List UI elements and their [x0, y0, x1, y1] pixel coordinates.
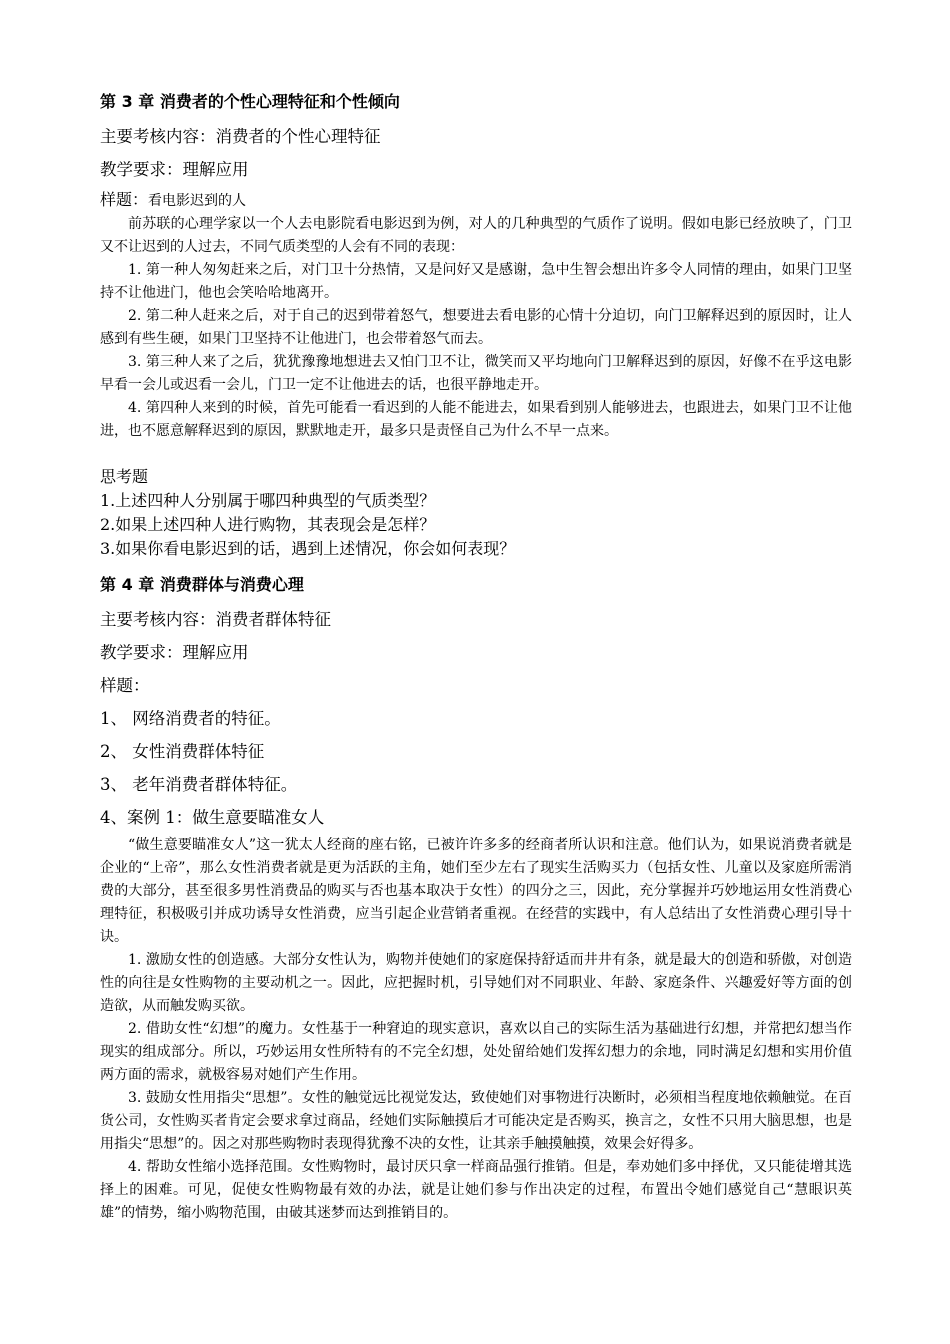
chapter-4-exam-content: 主要考核内容：消费者群体特征: [100, 610, 331, 629]
chapter-4-sample-label: 样题：: [100, 676, 150, 695]
think-question-3: 3.如果你看电影迟到的话，遇到上述情况，你会如何表现？: [100, 539, 516, 558]
chapter-4-list-item-2: 2、 女性消费群体特征: [100, 742, 265, 761]
chapter-4-list-item-3: 3、 老年消费者群体特征。: [100, 775, 298, 794]
chapter-3-item-2: 2. 第二种人赶来之后，对于自己的迟到带着怒气，想要进去看电影的心情十分迫切，向门卫解释迟到的原因时，让人感到有些生硬，如果门卫坚持不让他进门，也会带着怒气而去。: [100, 308, 852, 347]
chapter-3-item-3: 3. 第三种人来了之后，犹犹豫豫地想进去又怕门卫不让，微笑而又平均地向门卫解释迟到的原因，好像不在乎这电影早看一会儿或迟看一会儿，门卫一定不让他进去的话，也很平静地走开。: [100, 354, 852, 393]
chapter-4-case-item-3: 3. 鼓励女性用指尖“思想”。女性的触觉远比视觉发达，致使她们对事物进行决断时，必须相当程度地依赖触觉。在百货公司，女性购买者肯定会要求拿过商品，经她们实际触摸后才可能决定是否购买，换言之，女性不只用大脑思想，也是用指尖“思想”的。因之对那些购物时表现得犹豫不决的女性，让其亲手触摸触摸，效果会好得多。: [100, 1090, 852, 1152]
chapter-4-teaching-requirement: 教学要求：理解应用: [100, 643, 249, 662]
chapter-4-case-item-4: 4. 帮助女性缩小选择范围。女性购物时，最讨厌只拿一样商品强行推销。但是，奉劝她们多中择优，又只能徒增其选择上的困难。可见，促使女性购物最有效的办法，就是让她们参与作出决定的过程，布置出令她们感觉自己“慧眼识英雄”的情势，缩小购物范围，由破其迷梦而达到推销目的。: [100, 1159, 852, 1221]
think-question-1: 1.上述四种人分别属于哪四种典型的气质类型？: [100, 491, 436, 510]
chapter-4-case-item-1: 1. 激励女性的创造感。大部分女性认为，购物并使她们的家庭保持舒适而井井有条，就是最大的创造和骄傲，对创造性的向往是女性购物的主要动机之一。因此，应把握时机，引导她们对不同职业、年龄、家庭条件、兴趣爱好等方面的创造欲，从而触发购买欲。: [100, 952, 852, 1014]
chapter-3-exam-content: 主要考核内容：消费者的个性心理特征: [100, 127, 381, 146]
chapter-4-case-title: 4、案例 1：做生意要瞄准女人: [100, 808, 325, 827]
chapter-3-sample-heading: [100, 188, 852, 213]
chapter-3-teaching-requirement: 教学要求：理解应用: [100, 160, 249, 179]
chapter-3-intro-paragraph: 前苏联的心理学家以一个人去电影院看电影迟到为例，对人的几种典型的气质作了说明。假如电影已经放映了，门卫又不让迟到的人过去，不同气质类型的人会有不同的表现：: [100, 216, 852, 255]
sample-title: 看电影迟到的人: [148, 193, 247, 209]
chapter-4-title: 第 4 章 消费群体与消费心理: [100, 575, 304, 594]
sample-label: 样题：: [100, 190, 149, 209]
chapter-4-case-item-2: 2. 借助女性“幻想”的魔力。女性基于一种窘迫的现实意识，喜欢以自己的实际生活为基础进行幻想，并常把幻想当作现实的组成部分。所以，巧妙运用女性所特有的不完全幻想，处处留给她们发挥幻想力的余地，同时满足幻想和实用价值两方面的需求，就极容易对她们产生作用。: [100, 1021, 852, 1083]
think-question-2: 2.如果上述四种人进行购物，其表现会是怎样？: [100, 515, 436, 534]
chapter-3-title: 第 3 章 消费者的个性心理特征和个性倾向: [100, 92, 400, 111]
chapter-4-case-intro: “做生意要瞄准女人”这一犹太人经商的座右铭，已被许许多多的经商者所认识和注意。他们认为，如果说消费者就是企业的“上帝”，那么女性消费者就是更为活跃的主角，她们至少左右了现实生活购买力（包括女性、儿童以及家庭所需消费的大部分，甚至很多男性消费品的购买与否也基本取决于女性）的四分之三，因此，充分掌握并巧妙地运用女性消费心理特征，积极吸引并成功诱导女性消费，应当引起企业营销者重视。在经营的实践中，有人总结出了女性消费心理引导十诀。: [100, 837, 852, 945]
document-page: [100, 88, 852, 1225]
think-questions-label: 思考题: [100, 467, 149, 486]
chapter-4-list-item-1: 1、 网络消费者的特征。: [100, 709, 281, 728]
chapter-3-item-1: 1. 第一种人匆匆赶来之后，对门卫十分热情，又是问好又是感谢，急中生智会想出许多令人同情的理由，如果门卫坚持不让他进门，他也会笑哈哈地离开。: [100, 262, 852, 301]
chapter-3-item-4: 4. 第四种人来到的时候，首先可能看一看迟到的人能不能进去，如果看到别人能够进去，也跟进去，如果门卫不让他进，也不愿意解释迟到的原因，默默地走开，最多只是责怪自己为什么不早一点来。: [100, 400, 852, 439]
